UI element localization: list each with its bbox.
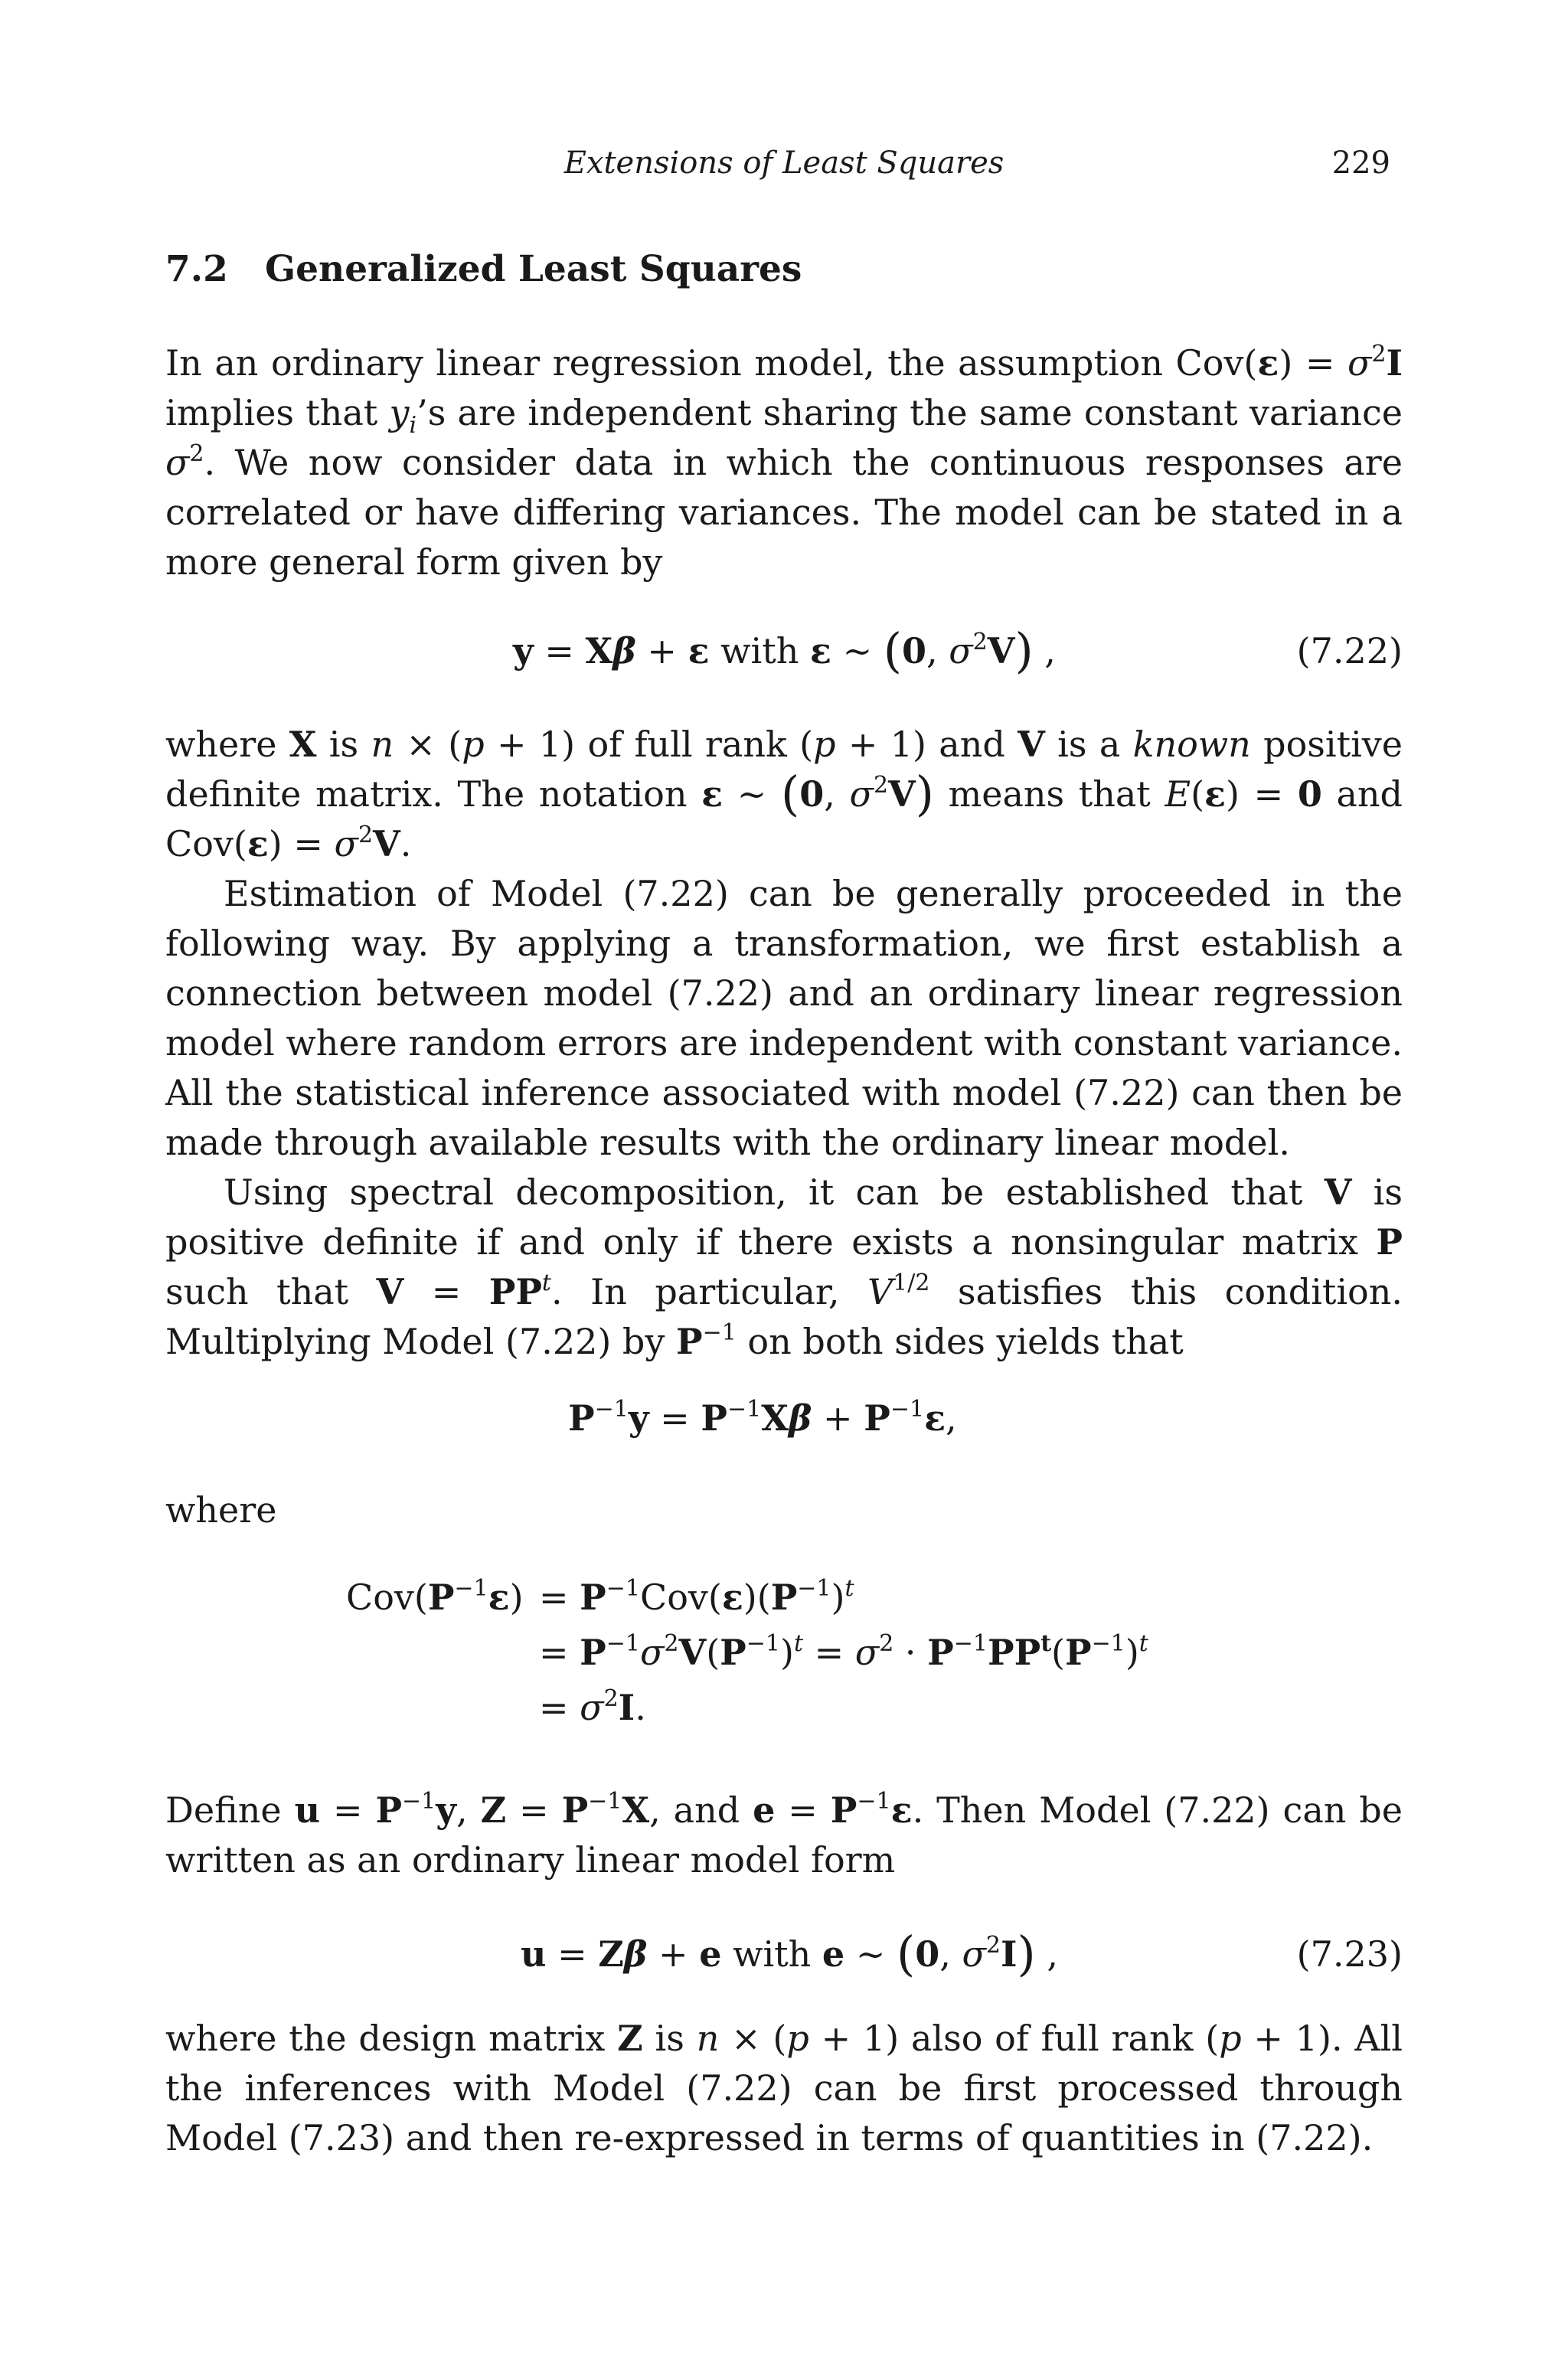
- equation-covariance: [0, 1573, 1568, 1734]
- equation-7-23: u = Zβ + e with e ∼ (0, $\sigma^2I$) ,: [521, 1926, 1058, 1982]
- page-number: 229: [1331, 145, 1390, 181]
- running-title: Extensions of Least Squares: [564, 145, 1004, 181]
- section-heading: [165, 247, 802, 292]
- cov-line-1-lhs: $Cov(P^{-1}\varepsilon)$: [346, 1575, 524, 1618]
- section-number: 7.2: [165, 248, 228, 290]
- paragraph-define: Define $u = P^{-1}y$, $Z = P^{-1}X$, and $e = P^{-1}\varepsilon$. Then Model (7.22) can be written as an ordinary linear model form: [165, 1788, 1403, 1881]
- cov-line-3: = $\sigma^2I$.: [539, 1685, 646, 1728]
- equation-7-22-number: (7.22): [1296, 630, 1403, 672]
- paragraph-intro: In an ordinary linear regression model, the assumption $Cov(\varepsilon) = \sigma^2I$ implies that $y_i’s$ are independent sharing the same constant variance $\sigma^2$. We now consider data in which the continuous responses are correlated or have differing variances. The model can be stated in a more general form given by: [165, 341, 1403, 583]
- paragraph-definitions: where X is n × (p + 1) of full rank (p + 1) and V is a known positive definite matrix. The notation ε ∼ (0, $\sigma^2V$) means that E(ε) = 0 and $Cov(\varepsilon) = \sigma^2V$. Estimation of Model (7.22) can be generally proceeded in the following way. By applying a transformation, we first establish a connection between model (7.22) and an ordinary linear regression model where random errors are independent with constant variance. All the statistical inference associated with model (7.22) can then be made through available results with the ordinary linear model. Using spectral decomposition, it can be established that V is positive definite if and only if there exists a nonsingular matrix P such that $V = PP^t$. In particular, $V^{1/2}$ satisfies this condition. Multiplying Model (7.22) by $P^{-1}$ on both sides yields that: [165, 724, 1403, 1362]
- cov-line-2: = $P^{-1}\sigma^2V(P^{-1})^t = \sigma^2 \cdot P^{-1}PP^t(P^{-1})^t$: [539, 1630, 1148, 1673]
- word-where: where: [165, 1489, 277, 1531]
- section-title: Generalized Least Squares: [265, 248, 802, 290]
- equation-transformed: $P^{-1}y = P^{-1}X\beta + P^{-1}\varepsilon$,: [568, 1396, 957, 1439]
- equation-7-22: y = Xβ + ε with ε ∼ (0, $\sigma^2V$) ,: [513, 623, 1056, 678]
- equation-7-23-number: (7.23): [1296, 1933, 1403, 1975]
- paragraph-inferences: where the design matrix Z is n × (p + 1) also of full rank (p + 1). All the inferences with Model (7.22) can be first processed through Model (7.23) and then re-expressed in terms of quantities in (7.22).: [165, 2018, 1403, 2158]
- cov-line-1-rhs: = $P^{-1}Cov(\varepsilon)(P^{-1})^t$: [539, 1575, 854, 1618]
